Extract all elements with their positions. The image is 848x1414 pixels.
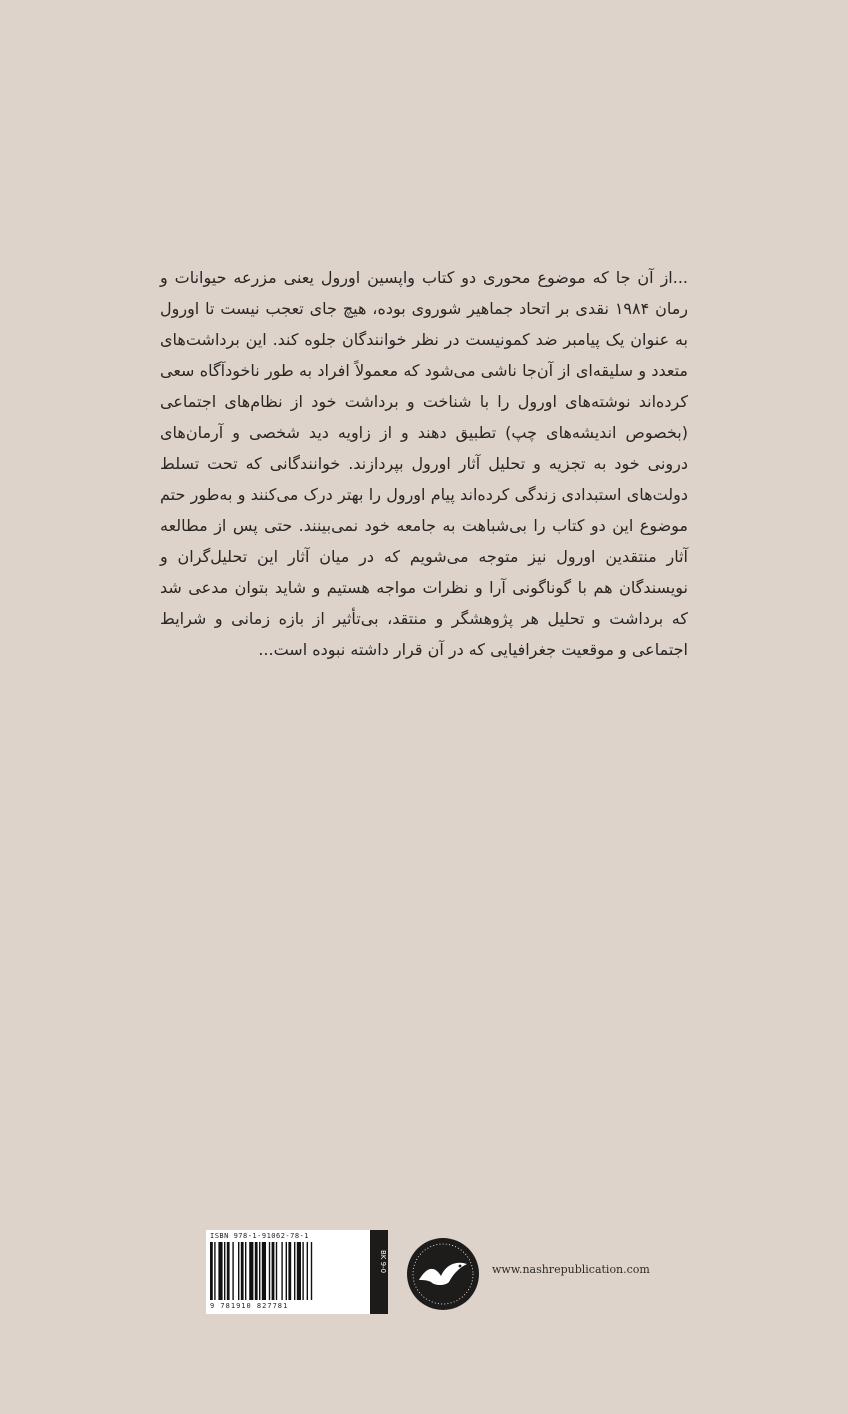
barcode-bar [241,1242,244,1300]
publisher-website: www.nashrepublication.com [492,1263,650,1276]
blurb-text: ...از آن جا که موضوع محوری دو کتاب واپسین اورول یعنی مزرعه حیوانات و رمان ۱۹۸۴ نقدی بر اتحاد جماهیر شوروی بوده، هیچ جای تعجب نیست تا اورول به عنوان یک پیامبر ضد کمونیست در نظر خوانندگان جلوه کند. این برداشت‌های متعدد و سلیقه‌ای از آن‌جا ناشی می‌شود که معمولاً افراد به طور ناخودآگاه سعی کرده‌اند نوشته‌های اورول را با شناخت و برداشت خود از نظام‌های اجتماعی (بخصوص اندیشه‌های چپ) تطبیق دهند و از زاویه دید شخصی و آرمان‌های درونی خود به تجزیه و تحلیل آثار اورول بپردازند. خوانندگانی که تحت تسلط دولت‌های استبدادی زندگی کرده‌اند پیام اورول را بهتر درک می‌کنند و به‌طور حتم موضوع این دو کتاب را بی‌شباهت به جامعه خود نمی‌بینند. حتی پس از مطالعه آثار منتقدین اورول نیز متوجه می‌شویم که در میان آثار این تحلیل‌گران و نویسندگان هم با گوناگونی آرا و نظرات مواجه هستیم و شاید بتوان مدعی شد که برداشت و تحلیل هر پژوهشگر و منتقد، بی‌تأثیر از بازه زمانی و شرایط اجتماعی و موقعیت جغرافیایی که در آن قرار داشته نبوده است... [160,268,689,659]
barcode-bar [307,1242,308,1300]
price-tab [370,1230,388,1314]
barcode-bar [238,1242,239,1300]
barcode-bar [281,1242,282,1300]
barcode-bar [245,1242,246,1300]
barcode-bar [210,1242,213,1300]
barcode-bar [269,1242,270,1300]
barcode-bar [232,1242,233,1300]
isbn-label: ISBN 978-1-91062-78-1 [210,1232,310,1240]
barcode-bar [297,1242,301,1300]
barcode-bars [210,1242,358,1300]
barcode-digits: 9 781910 827781 [210,1302,289,1310]
barcode [206,1230,376,1314]
barcode-bar [272,1242,275,1300]
price-tab-label: BK 9-0 [379,1250,387,1274]
barcode-bar [294,1242,295,1300]
bird-icon [405,1236,481,1312]
barcode-bar [214,1242,215,1300]
barcode-bar [262,1242,266,1300]
barcode-bar [311,1242,312,1300]
barcode-bar [218,1242,222,1300]
barcode-bar [249,1242,253,1300]
barcode-bar [227,1242,230,1300]
barcode-bar [302,1242,303,1300]
barcode-bar [224,1242,225,1300]
barcode-bar [276,1242,277,1300]
barcode-bar [259,1242,260,1300]
barcode-bar [286,1242,287,1300]
barcode-bar [255,1242,258,1300]
barcode-bar [288,1242,291,1300]
